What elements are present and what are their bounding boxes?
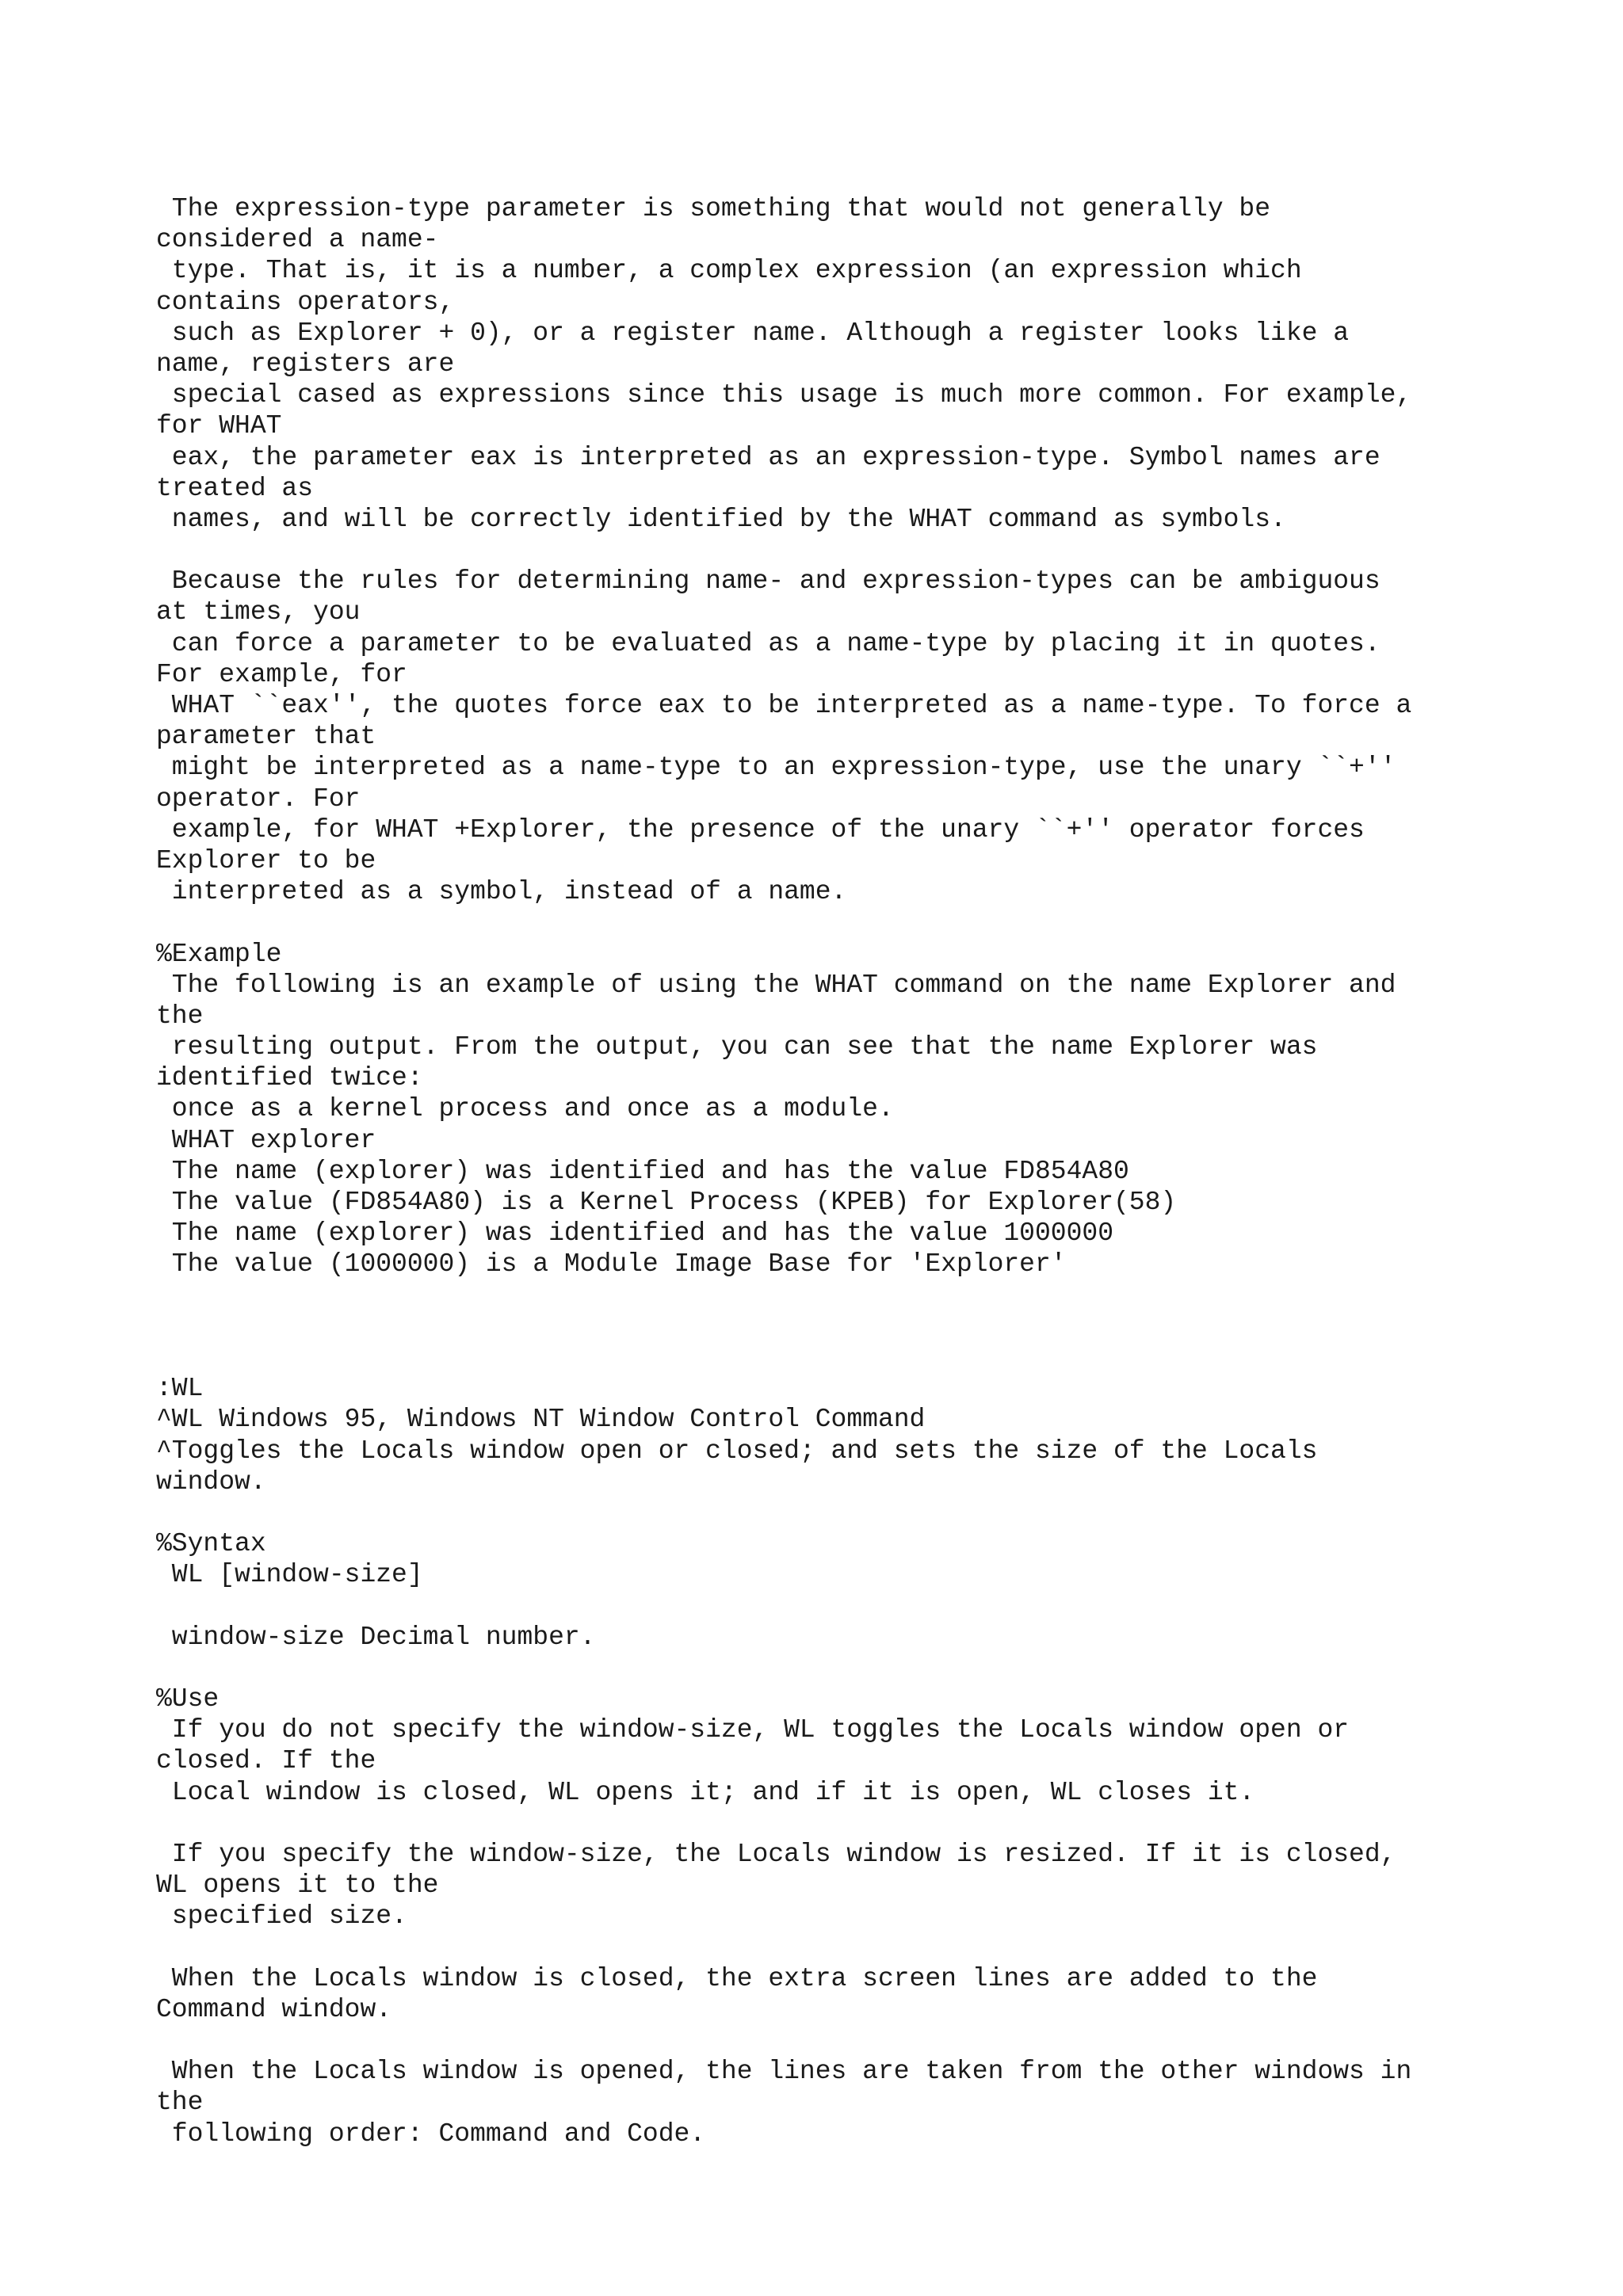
text-line: Because the rules for determining name- and expression-types can be ambiguous: [156, 566, 1381, 597]
text-line: The name (explorer) was identified and has the value 1000000: [156, 1219, 1113, 1249]
text-line: resulting output. From the output, you can see that the name Explorer was: [156, 1032, 1318, 1062]
text-line: type. That is, it is a number, a complex expression (an expression which: [156, 256, 1302, 286]
blank-line: [156, 1497, 1519, 1528]
text-line: closed. If the: [156, 1746, 376, 1776]
blank-line: [156, 1311, 1519, 1342]
blank-line: [156, 907, 1519, 938]
text-line: might be interpreted as a name-type to an expression-type, use the unary ``+'': [156, 753, 1396, 783]
text-line: window.: [156, 1466, 266, 1497]
text-line: once as a kernel process and once as a module.: [156, 1094, 894, 1124]
text-line: example, for WHAT +Explorer, the presence of the unary ``+'' operator forces: [156, 814, 1365, 845]
blank-line: [156, 1590, 1519, 1621]
text-line: The expression-type parameter is something that would not generally be: [156, 194, 1271, 223]
blank-line: [156, 2025, 1519, 2056]
blank-line: [156, 1280, 1519, 1311]
text-line: at times, you: [156, 597, 361, 627]
blank-line: [156, 1342, 1519, 1373]
text-line: following order: Command and Code.: [156, 2119, 706, 2149]
text-line: name, registers are: [156, 349, 455, 379]
text-line: If you do not specify the window-size, WL toggles the Locals window open or: [156, 1715, 1350, 1745]
text-line: WHAT ``eax'', the quotes force eax to be interpreted as a name-type. To force a: [156, 691, 1412, 720]
text-line: When the Locals window is closed, the extra screen lines are added to the: [156, 1963, 1318, 1993]
document-page: [156, 193, 1519, 2149]
text-line: Command window.: [156, 1994, 392, 2024]
text-line: %Syntax: [156, 1529, 266, 1559]
text-line: special cased as expressions since this usage is much more common. For example,: [156, 380, 1412, 410]
text-line: Explorer to be: [156, 845, 376, 875]
text-line: The name (explorer) was identified and has the value FD854A80: [156, 1156, 1129, 1186]
blank-line: [156, 1653, 1519, 1684]
text-line: If you specify the window-size, the Locals window is resized. If it is closed,: [156, 1839, 1396, 1869]
text-line: WHAT explorer: [156, 1125, 376, 1155]
text-line: operator. For: [156, 784, 361, 814]
text-line: the: [156, 1001, 204, 1031]
text-line: names, and will be correctly identified by the WHAT command as symbols.: [156, 504, 1286, 534]
text-line: When the Locals window is opened, the lines are taken from the other windows in: [156, 2057, 1412, 2087]
blank-line: [156, 535, 1519, 566]
text-line: can force a parameter to be evaluated as a name-type by placing it in quotes.: [156, 628, 1381, 658]
text-line: %Example: [156, 939, 282, 969]
blank-line: [156, 1808, 1519, 1839]
text-line: contains operators,: [156, 287, 455, 317]
text-line: the: [156, 2088, 204, 2118]
text-line: Local window is closed, WL opens it; and if it is open, WL closes it.: [156, 1777, 1255, 1807]
text-line: :WL: [156, 1374, 204, 1404]
text-line: WL [window-size]: [156, 1560, 423, 1590]
text-line: %Use: [156, 1684, 220, 1714]
blank-line: [156, 1932, 1519, 1963]
text-line: ^WL Windows 95, Windows NT Window Control Command: [156, 1405, 926, 1435]
text-line: treated as: [156, 473, 314, 503]
text-line: such as Explorer + 0), or a register name. Although a register looks like a: [156, 318, 1350, 348]
text-line: eax, the parameter eax is interpreted as an expression-type. Symbol names are: [156, 442, 1381, 472]
text-line: parameter that: [156, 722, 376, 752]
text-line: The value (FD854A80) is a Kernel Process (KPEB) for Explorer(58): [156, 1188, 1177, 1217]
text-line: interpreted as a symbol, instead of a name.: [156, 877, 847, 907]
text-line: window-size Decimal number.: [156, 1622, 596, 1652]
text-line: ^Toggles the Locals window open or closed; and sets the size of the Locals: [156, 1436, 1318, 1466]
text-line: for WHAT: [156, 411, 282, 441]
text-line: The value (1000000) is a Module Image Base for 'Explorer': [156, 1249, 1067, 1280]
text-line: considered a name-: [156, 225, 439, 255]
text-line: identified twice:: [156, 1063, 423, 1093]
text-line: WL opens it to the: [156, 1871, 439, 1901]
text-line: The following is an example of using the WHAT command on the name Explorer and: [156, 970, 1396, 1000]
text-line: For example, for: [156, 659, 407, 689]
text-line: specified size.: [156, 1901, 407, 1932]
